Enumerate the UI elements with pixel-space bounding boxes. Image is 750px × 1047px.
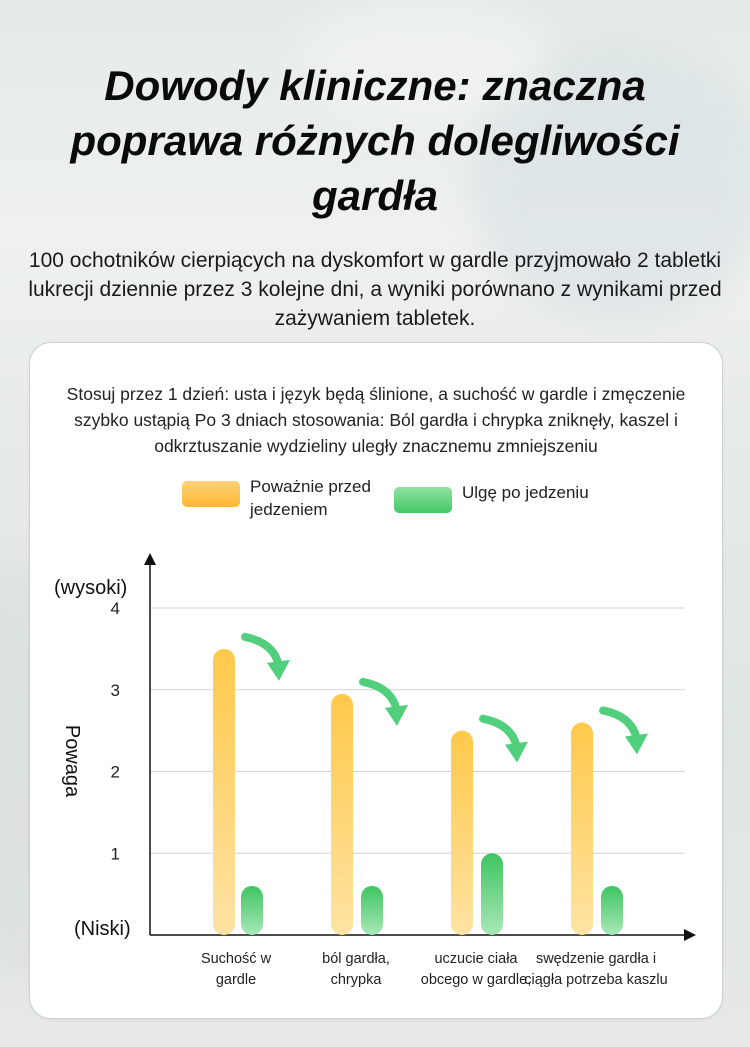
bar-before (213, 649, 235, 935)
y-tick-label: 3 (110, 680, 120, 700)
chart-card (29, 342, 723, 1019)
y-tick-label: 1 (110, 844, 120, 864)
y-axis-label: Powaga (61, 724, 83, 798)
bar-after (481, 853, 503, 935)
category-label: obcego w gardle, (420, 972, 532, 988)
bar-after (361, 886, 383, 935)
bar-before (451, 731, 473, 935)
bar-after (601, 886, 623, 935)
improvement-arrow-head (385, 705, 408, 726)
category-label: chrypka (330, 972, 382, 988)
improvement-arrow-head (505, 742, 528, 763)
page-subtitle: 100 ochotników cierpiących na dyskomfort w gardle przyjmowało 2 tabletki lukrecji dziennie przez 3 kolejne dni, a wyniki porównano z wynikami przed zażywaniem tabletek. (28, 249, 722, 330)
bar-chart (30, 343, 722, 1018)
category-label: ciągła potrzeba kaszlu (524, 972, 668, 988)
improvement-arrow-head (625, 733, 648, 754)
category-label: swędzenie gardła i (535, 951, 657, 967)
y-tick-label: 2 (110, 762, 120, 782)
legend-label-before: Poważnie przed jedzeniem (250, 477, 371, 519)
category-label: ból gardła, (322, 951, 390, 967)
y-top-label: (wysoki) (54, 577, 128, 599)
legend-label-after: Ulgę po jedzeniu (462, 483, 589, 502)
category-label: uczucie ciała (434, 951, 518, 967)
category-label: Suchość w (200, 951, 272, 967)
page-title: Dowody kliniczne: znaczna poprawa różnych dolegliwości gardła (70, 62, 680, 219)
bar-after (241, 886, 263, 935)
card-description: Stosuj przez 1 dzień: usta i język będą ślinione, a suchość w gardle i zmęczenie szybko ustąpią Po 3 dniach stosowania: Ból gardła i chrypka zniknęły, kaszel i odkrztuszanie wydzieliny uległy znacznemu zmniejszeniu (66, 384, 686, 456)
y-bottom-label: (Niski) (74, 918, 131, 940)
bar-before (571, 722, 593, 935)
bar-before (331, 694, 353, 935)
category-label: gardle (215, 972, 257, 988)
improvement-arrow-head (267, 660, 290, 681)
y-tick-label: 4 (110, 599, 120, 619)
